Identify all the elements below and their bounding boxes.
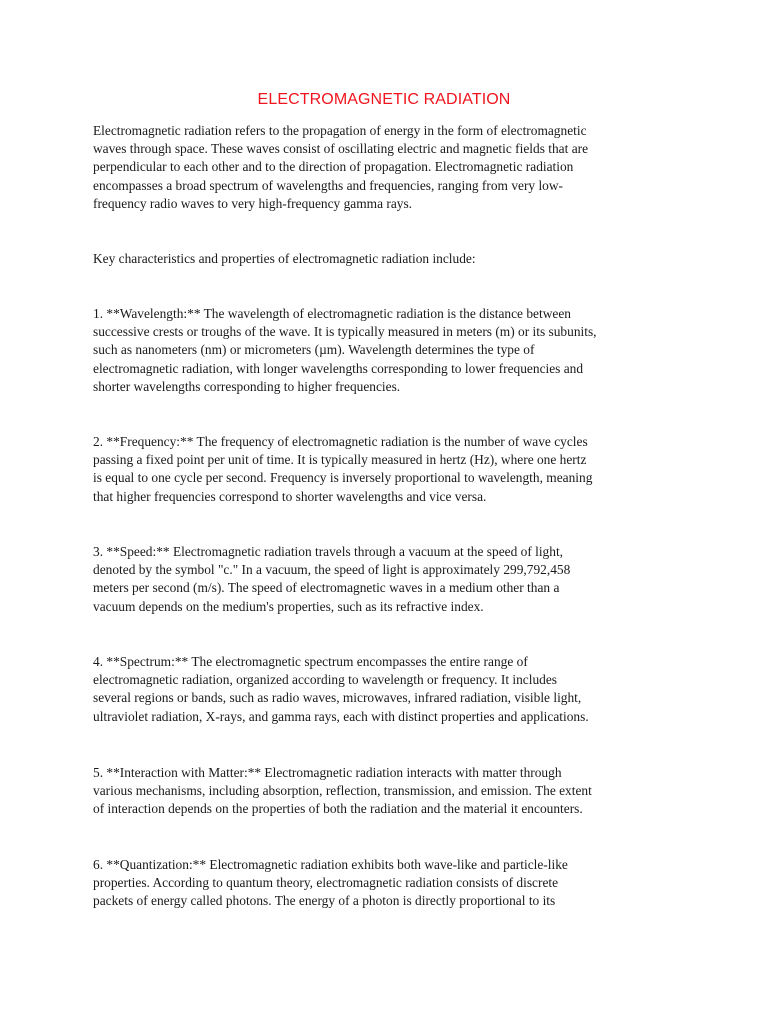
- text-line: packets of energy called photons. The energy of a photon is directly proportional to its: [93, 893, 556, 909]
- paragraph-intro: [93, 122, 683, 213]
- text-line: waves through space. These waves consist of oscillating electric and magnetic fields that are: [93, 141, 589, 157]
- text-line: such as nanometers (nm) or micrometers (µm). Wavelength determines the type of: [93, 342, 535, 358]
- paragraph-speed: [93, 543, 683, 616]
- text-line: electromagnetic radiation, with longer wavelengths corresponding to lower frequencies and: [93, 360, 584, 376]
- text-line: 4. **Spectrum:** The electromagnetic spectrum encompasses the entire range of: [93, 654, 528, 669]
- text-line: 5. **Interaction with Matter:** Electromagnetic radiation interacts with matter through: [93, 765, 562, 780]
- text-line: shorter wavelengths corresponding to higher frequencies.: [93, 378, 401, 394]
- text-line: is equal to one cycle per second. Frequency is inversely proportional to wavelength, meaning: [93, 470, 593, 486]
- text-line: properties. According to quantum theory, electromagnetic radiation consists of discrete: [93, 875, 559, 891]
- text-line: of interaction depends on the properties of both the radiation and the material it encounters.: [93, 801, 583, 817]
- text-line: passing a fixed point per unit of time. It is typically measured in hertz (Hz), where one hertz: [93, 452, 587, 468]
- text-line: encompasses a broad spectrum of wavelengths and frequencies, ranging from very low-: [93, 177, 563, 193]
- text-line: several regions or bands, such as radio waves, microwaves, infrared radiation, visible light,: [93, 690, 582, 706]
- document-title: ELECTROMAGNETIC RADIATION: [257, 91, 511, 108]
- text-line: 2. **Frequency:** The frequency of electromagnetic radiation is the number of wave cycles: [93, 434, 588, 449]
- text-line: meters per second (m/s). The speed of electromagnetic waves in a medium other than a: [93, 580, 560, 596]
- paragraph-frequency: [93, 433, 683, 506]
- text-line: ultraviolet radiation, X-rays, and gamma rays, each with distinct properties and applications.: [93, 708, 589, 724]
- text-line: various mechanisms, including absorption, reflection, transmission, and emission. The extent: [93, 783, 592, 799]
- paragraph-spectrum: [93, 653, 683, 726]
- text-line: vacuum depends on the medium's properties, such as its refractive index.: [93, 598, 484, 614]
- text-line: perpendicular to each other and to the direction of propagation. Electromagnetic radiation: [93, 159, 574, 175]
- text-line: Key characteristics and properties of electromagnetic radiation include:: [93, 251, 476, 266]
- text-line: Electromagnetic radiation refers to the propagation of energy in the form of electromagnetic: [93, 123, 587, 138]
- text-line: 3. **Speed:** Electromagnetic radiation travels through a vacuum at the speed of light,: [93, 544, 564, 559]
- text-line: 1. **Wavelength:** The wavelength of electromagnetic radiation is the distance between: [93, 306, 571, 321]
- text-line: that higher frequencies correspond to shorter wavelengths and vice versa.: [93, 488, 487, 504]
- text-line: frequency radio waves to very high-frequency gamma rays.: [93, 195, 413, 211]
- paragraph-wavelength: [93, 305, 683, 396]
- text-line: 6. **Quantization:** Electromagnetic radiation exhibits both wave-like and particle-like: [93, 857, 568, 872]
- paragraph-interaction-with-matter: [93, 764, 683, 819]
- text-line: denoted by the symbol "c." In a vacuum, the speed of light is approximately 299,792,458: [93, 562, 571, 578]
- text-line: successive crests or troughs of the wave. It is typically measured in meters (m) or its subunits,: [93, 324, 597, 340]
- paragraph-quantization: [93, 856, 683, 911]
- paragraph-key-characteristics: [93, 250, 683, 268]
- text-line: electromagnetic radiation, organized according to wavelength or frequency. It includes: [93, 672, 558, 688]
